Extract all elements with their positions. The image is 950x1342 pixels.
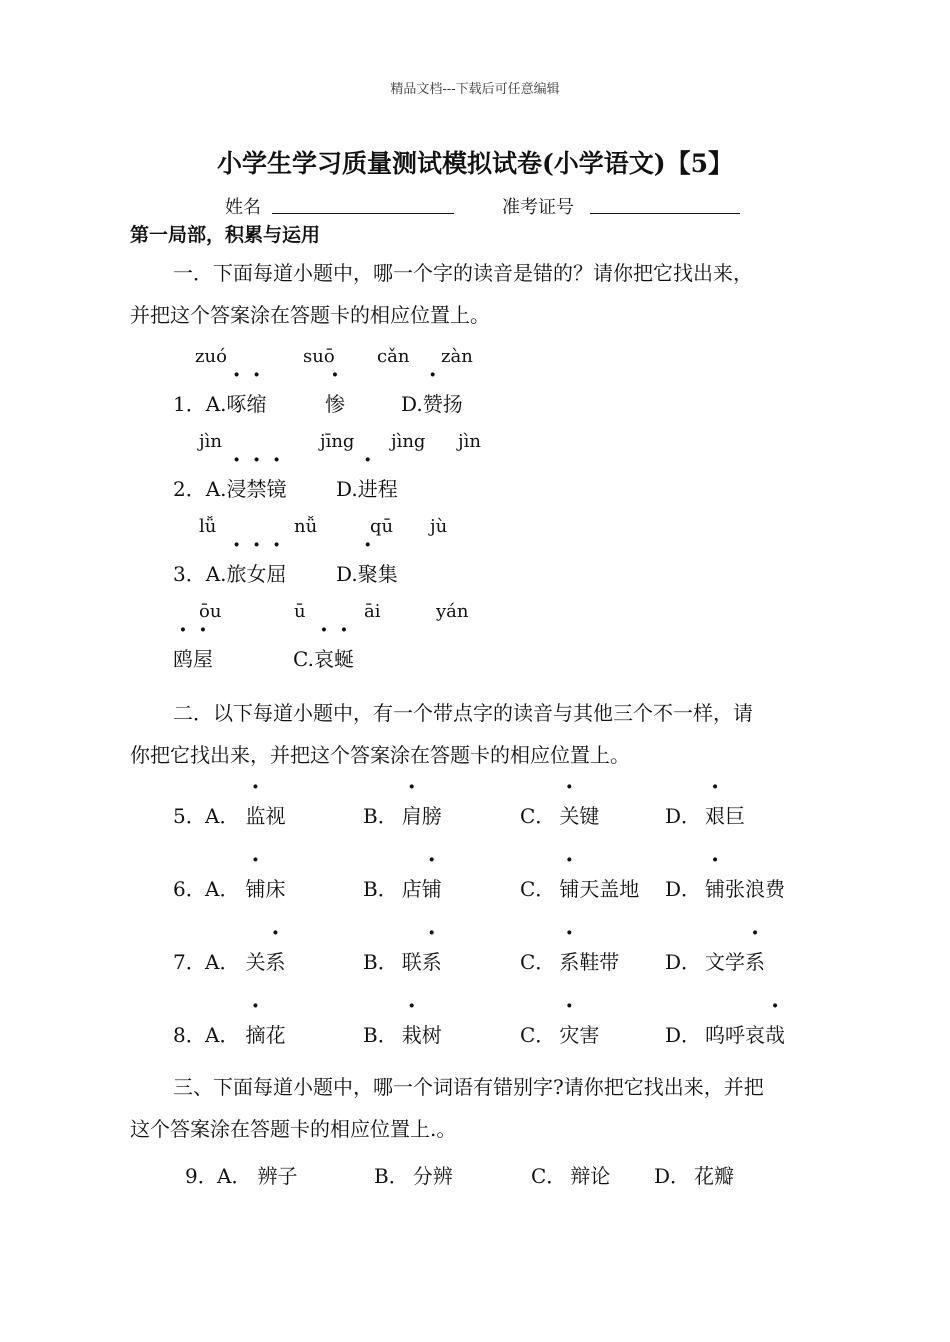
question-number: 9． — [185, 1164, 218, 1188]
dotted-char: 系 — [265, 950, 286, 974]
option-text: 联 — [401, 950, 422, 974]
option-label: A． — [205, 1023, 240, 1047]
option-label: A. — [205, 477, 227, 501]
dotted-char: 蜒 — [333, 647, 354, 671]
option-label: A． — [217, 1164, 252, 1188]
dotted-char: 系 — [745, 950, 766, 974]
option-text: 文学 — [705, 950, 746, 974]
option-a — [205, 946, 285, 975]
page-title: 小学生学习质量测试模拟试卷(小学语文)【5】 — [216, 149, 734, 178]
option-label: A． — [205, 950, 240, 974]
option-text: 张浪费 — [725, 877, 786, 901]
option-d — [665, 800, 745, 829]
option-label: B． — [363, 1023, 398, 1047]
section2-instruction-line1: 二．以下每道小题中，有一个带点字的读音与其他三个不一样，请 — [173, 701, 753, 725]
option-b — [363, 800, 442, 829]
pinyin: jìn — [458, 431, 481, 452]
option-text: 分辨 — [412, 1164, 453, 1188]
dotted-char: 哉 — [765, 1023, 786, 1047]
question-1 — [173, 388, 267, 417]
char: 程 — [377, 477, 398, 501]
dotted-char: 旅 — [226, 562, 247, 586]
option-label: C． — [520, 877, 556, 901]
option-text: 害 — [579, 1023, 600, 1047]
question-number: 1． — [173, 392, 206, 416]
option-d — [665, 873, 785, 902]
dotted-char: 缩 — [246, 392, 267, 416]
char: 扬 — [442, 392, 463, 416]
dotted-char: 屈 — [266, 562, 287, 586]
dotted-char: 摘 — [245, 1023, 266, 1047]
name-blank — [272, 195, 454, 214]
option-c — [520, 946, 619, 975]
section1-instruction-line2: 并把这个答案涂在答题卡的相应位置上。 — [130, 303, 490, 327]
option-label: A. — [205, 392, 227, 416]
dotted-char: 女 — [246, 562, 267, 586]
question-3-option-d — [336, 558, 398, 587]
dotted-char: 系 — [421, 950, 442, 974]
option-text: 树 — [421, 1023, 442, 1047]
pinyin: jīng — [320, 431, 355, 452]
dotted-char: 艰 — [705, 804, 726, 828]
name-field-label: 姓名 — [225, 197, 261, 218]
option-text: 鞋带 — [579, 950, 620, 974]
dotted-char: 赞 — [422, 392, 443, 416]
option-b — [363, 1019, 442, 1048]
option-b — [363, 873, 442, 902]
option-text: 键 — [579, 804, 600, 828]
option-label: C． — [520, 950, 556, 974]
section1-instruction-line1: 一．下面每道小题中，哪一个字的读音是错的？请你把它找出来， — [173, 261, 753, 285]
pinyin: ōu — [199, 601, 222, 622]
pinyin: āi — [364, 601, 381, 622]
dotted-char: 惨 — [325, 392, 345, 416]
pinyin: jù — [430, 516, 448, 537]
option-a — [205, 873, 285, 902]
question-3 — [173, 558, 287, 587]
exam-number-blank — [590, 195, 740, 214]
option-label: B． — [374, 1164, 409, 1188]
option-label: C． — [531, 1164, 567, 1188]
option-label: D． — [654, 1164, 691, 1188]
dotted-char: 铺 — [559, 877, 580, 901]
option-label: D． — [665, 804, 702, 828]
option-d — [665, 1019, 785, 1048]
question-2 — [173, 473, 287, 502]
section3-instruction-line1: 三、下面每道小题中，哪一个词语有错别字?请你把它找出来，并把 — [173, 1075, 764, 1099]
dotted-char: 鸥 — [173, 647, 193, 671]
question-number: 6． — [173, 877, 206, 901]
option-text: 辨子 — [257, 1164, 298, 1188]
section2-instruction-line2: 你把它找出来，并把这个答案涂在答题卡的相应位置上。 — [130, 743, 630, 767]
dotted-char: 灾 — [559, 1023, 580, 1047]
pinyin: zuó — [195, 346, 227, 367]
option-label: D． — [665, 1023, 702, 1047]
option-a — [205, 800, 285, 829]
dotted-char: 监 — [245, 804, 266, 828]
option-label: D． — [665, 950, 702, 974]
pinyin: lǚ — [199, 516, 217, 537]
question-4-option-c — [293, 643, 354, 672]
option-d — [654, 1160, 734, 1189]
option-label: D. — [401, 392, 423, 416]
option-a — [217, 1160, 297, 1189]
dotted-char: 肩 — [401, 804, 422, 828]
dotted-char: 聚 — [357, 562, 378, 586]
dotted-char: 关 — [559, 804, 580, 828]
option-text: 视 — [265, 804, 286, 828]
option-label: D． — [665, 877, 702, 901]
option-text: 天盖地 — [579, 877, 640, 901]
dotted-char: 栽 — [401, 1023, 422, 1047]
option-label: A. — [205, 562, 227, 586]
dotted-char: 禁 — [246, 477, 267, 501]
option-text: 床 — [265, 877, 286, 901]
option-text: 花 — [265, 1023, 286, 1047]
pinyin: nǚ — [294, 516, 318, 537]
pinyin: qū — [370, 516, 394, 537]
section3-instruction-line2: 这个答案涂在答题卡的相应位置上.。 — [130, 1117, 457, 1141]
option-label: D. — [336, 562, 358, 586]
pinyin: jìn — [199, 431, 222, 452]
option-label: B． — [363, 804, 398, 828]
option-label: B． — [363, 877, 398, 901]
option-c — [520, 800, 599, 829]
option-text: 膀 — [421, 804, 442, 828]
option-c — [520, 1019, 599, 1048]
option-text: 花瓣 — [694, 1164, 735, 1188]
option-label: B． — [363, 950, 398, 974]
dotted-char: 系 — [559, 950, 580, 974]
dotted-char: 铺 — [705, 877, 726, 901]
question-number: 3． — [173, 562, 206, 586]
question-number: 8． — [173, 1023, 206, 1047]
dotted-char: 啄 — [226, 392, 247, 416]
option-text: 辩论 — [570, 1164, 611, 1188]
option-text: 呜呼哀 — [705, 1023, 766, 1047]
dotted-char: 铺 — [421, 877, 442, 901]
exam-number-label: 准考证号 — [502, 197, 574, 218]
pinyin: cǎn — [377, 346, 410, 367]
option-b — [374, 1160, 453, 1189]
char: 集 — [377, 562, 398, 586]
option-text: 巨 — [725, 804, 746, 828]
question-number: 7． — [173, 950, 206, 974]
dotted-char: 哀 — [313, 647, 334, 671]
option-text: 关 — [245, 950, 266, 974]
question-1-option-d — [401, 388, 463, 417]
option-label: C. — [293, 647, 314, 671]
option-c — [520, 873, 639, 902]
pinyin: suō — [303, 346, 335, 367]
option-label: D. — [336, 477, 358, 501]
dotted-char: 浸 — [226, 477, 247, 501]
question-1-char — [325, 388, 345, 417]
dotted-char: 铺 — [245, 877, 266, 901]
pinyin: yán — [436, 601, 469, 622]
part1-heading: 第一局部，积累与运用 — [130, 224, 321, 246]
dotted-char: 屋 — [193, 647, 213, 671]
option-a — [205, 1019, 285, 1048]
question-number: 5． — [173, 804, 206, 828]
option-label: A． — [205, 804, 240, 828]
question-2-option-d — [336, 473, 398, 502]
dotted-char: 进 — [357, 477, 378, 501]
question-number: 2． — [173, 477, 206, 501]
pinyin: zàn — [441, 346, 473, 367]
option-d — [665, 946, 765, 975]
option-label: C． — [520, 1023, 556, 1047]
pinyin: ū — [294, 601, 306, 622]
option-text: 店 — [401, 877, 422, 901]
pinyin: jìng — [391, 431, 426, 452]
option-label: C． — [520, 804, 556, 828]
document-header: 精品文档---下载后可任意编辑 — [390, 82, 560, 97]
option-label: A． — [205, 877, 240, 901]
dotted-char: 镜 — [266, 477, 287, 501]
option-b — [363, 946, 442, 975]
question-4 — [173, 643, 213, 672]
option-c — [531, 1160, 610, 1189]
